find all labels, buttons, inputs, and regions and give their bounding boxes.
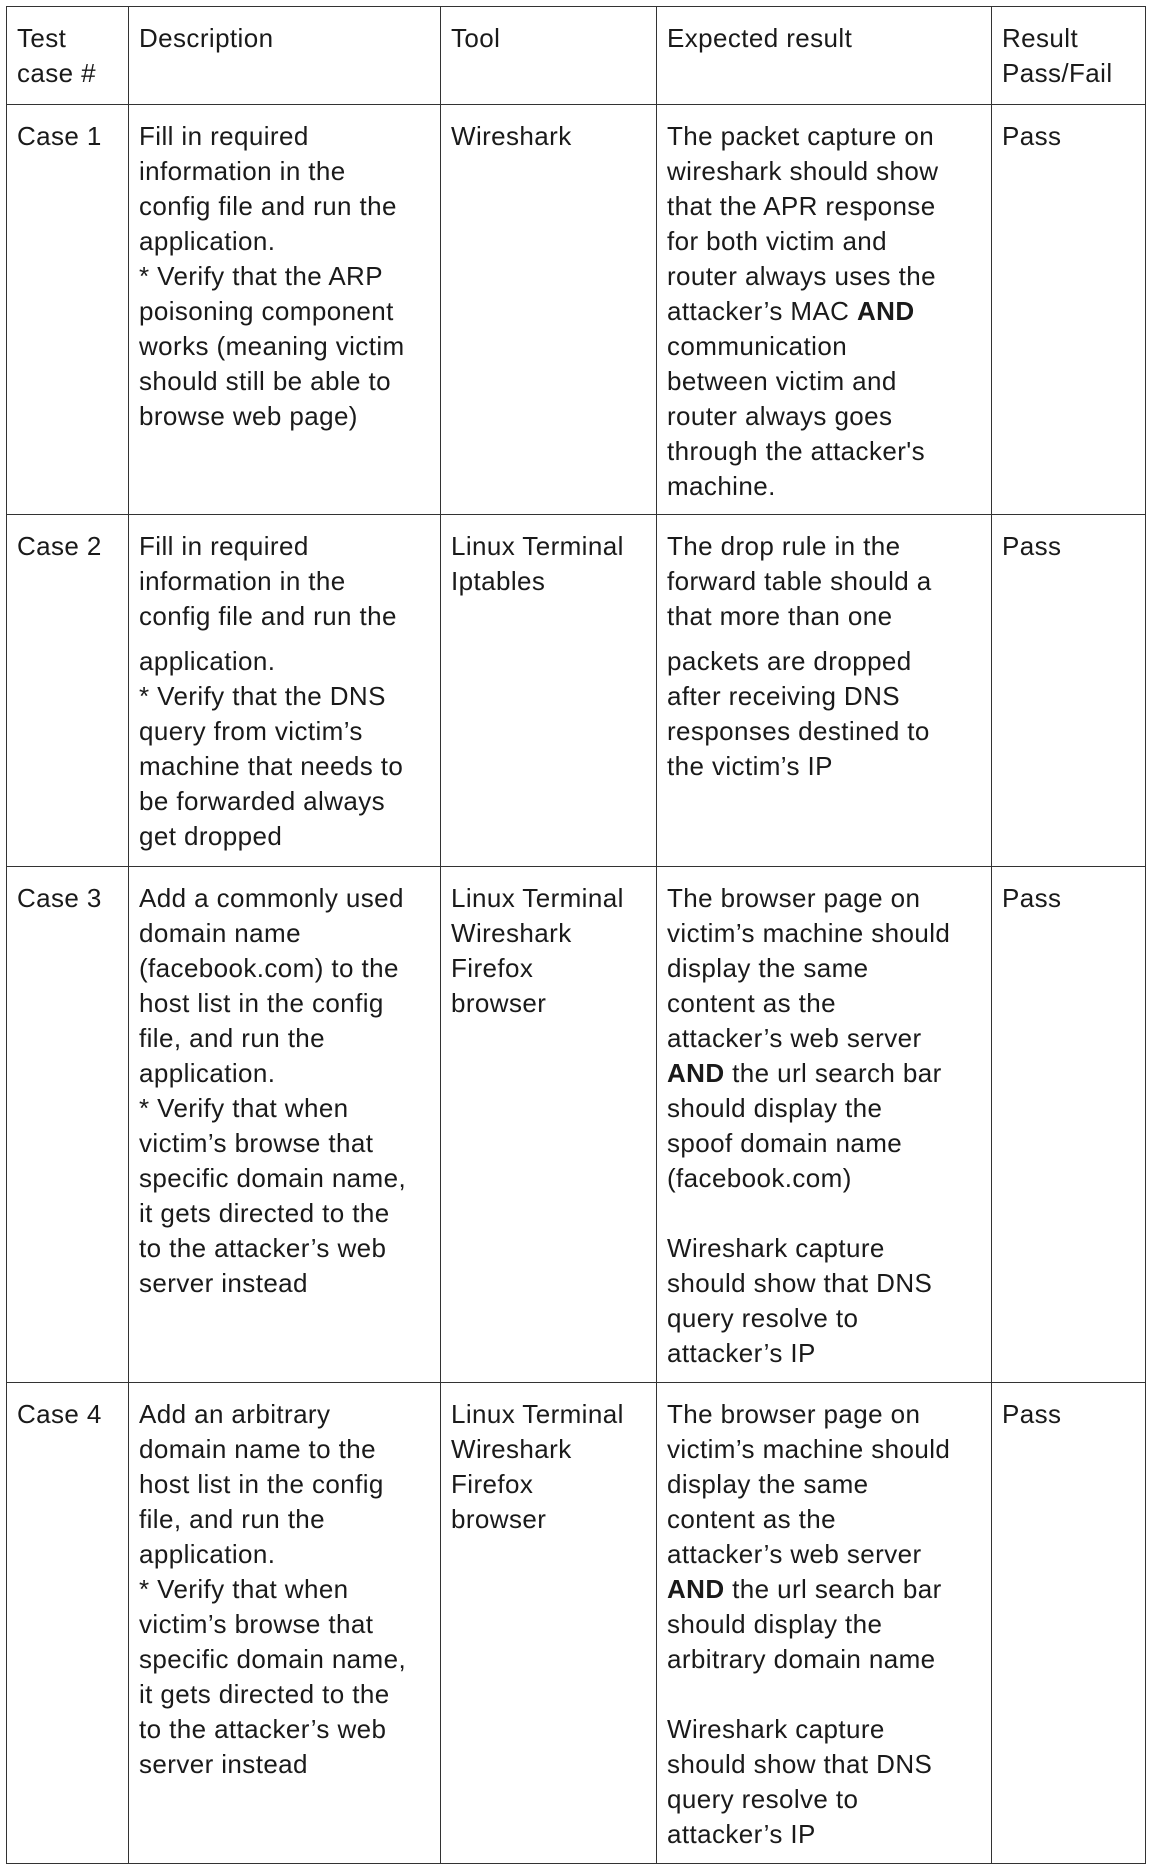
tool-cell: Wireshark [441, 105, 657, 515]
tool-cell: Linux Terminal Wireshark Firefox browser [441, 1383, 657, 1864]
expected-result-cell: The drop rule in the forward table should a that more than one packets are dropped after receiving DNS responses destined to the victim’s IP [657, 515, 992, 867]
header-expected-result: Expected result [657, 7, 992, 105]
result-cell: Pass [992, 105, 1146, 515]
result-cell: Pass [992, 1383, 1146, 1864]
case-id-cell: Case 2 [7, 515, 129, 867]
header-row [7, 7, 1146, 105]
header-test-case: Test case # [7, 7, 129, 105]
expected-result-cell: The packet capture on wireshark should show that the APR response for both victim and router always uses the attacker’s MAC AND communication between victim and router always goes through the attacker's machine. [657, 105, 992, 515]
table-row [7, 1383, 1146, 1864]
description-cell: Add a commonly used domain name (facebook.com) to the host list in the config file, and run the application. * Verify that when victim’s browse that specific domain name, it gets directed to the to the attacker’s web server instead [129, 867, 441, 1383]
description-cell: Add an arbitrary domain name to the host list in the config file, and run the application. * Verify that when victim’s browse that specific domain name, it gets directed to the to the attacker’s web server instead [129, 1383, 441, 1864]
test-case-table [6, 6, 1146, 1864]
header-tool: Tool [441, 7, 657, 105]
description-cell: Fill in required information in the config file and run the application. * Verify that the DNS query from victim’s machine that needs to be forwarded always get dropped [129, 515, 441, 867]
tool-cell: Linux Terminal Wireshark Firefox browser [441, 867, 657, 1383]
header-result: Result Pass/Fail [992, 7, 1146, 105]
expected-result-cell: The browser page on victim’s machine should display the same content as the attacker’s web server AND the url search bar should display the arbitrary domain name Wireshark capture should show that DNS query resolve to attacker’s IP [657, 1383, 992, 1864]
table-row [7, 105, 1146, 515]
case-id-cell: Case 4 [7, 1383, 129, 1864]
tool-cell: Linux Terminal Iptables [441, 515, 657, 867]
expected-result-cell: The browser page on victim’s machine should display the same content as the attacker’s web server AND the url search bar should display the spoof domain name (facebook.com) Wireshark capture should show that DNS query resolve to attacker’s IP [657, 867, 992, 1383]
case-id-cell: Case 1 [7, 105, 129, 515]
description-cell: Fill in required information in the config file and run the application. * Verify that the ARP poisoning component works (meaning victim should still be able to browse web page) [129, 105, 441, 515]
table-row [7, 515, 1146, 867]
header-description: Description [129, 7, 441, 105]
result-cell: Pass [992, 867, 1146, 1383]
table-row [7, 867, 1146, 1383]
result-cell: Pass [992, 515, 1146, 867]
case-id-cell: Case 3 [7, 867, 129, 1383]
